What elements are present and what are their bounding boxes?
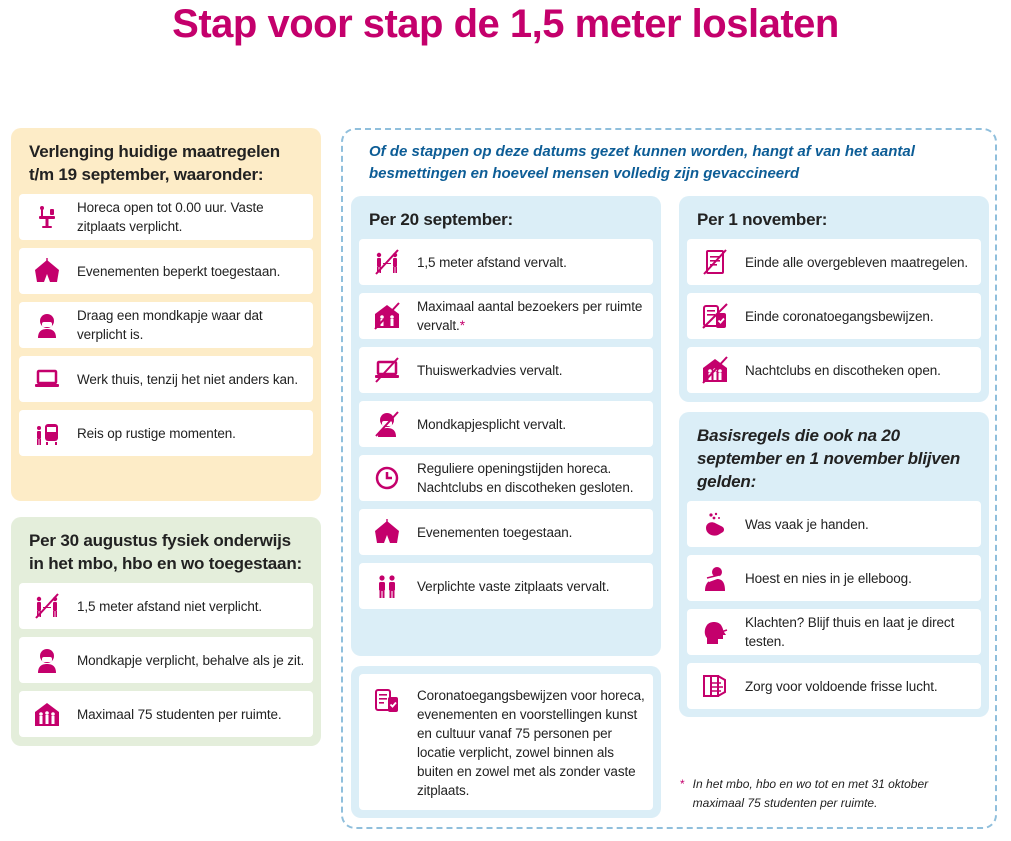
circus-tent-icon [373,518,401,546]
current-measures-heading: Verlenging huidige maatregelen t/m 19 september, waaronder: [29,142,280,184]
nov1-heading: Per 1 november: [697,210,828,229]
item-text: Einde alle overgebleven maatregelen. [745,254,969,270]
item-text: 1,5 meter afstand niet verplicht. [77,598,263,614]
list-item [687,293,981,339]
window-air-icon [701,672,729,700]
item-text: Nachtclubs en discotheken open. [745,362,941,378]
footnote-asterisk: * [680,777,685,791]
group-building-icon [33,700,61,728]
nightclub-crossed-icon [701,356,729,384]
list-item [687,347,981,393]
item-text: Verplichte vaste zitplaats vervalt. [417,578,610,594]
basic-rules-heading: Basisregels die ook na 20 september en 1 november blijven gelden: [697,426,961,491]
sept20-heading: Per 20 september: [369,210,514,229]
item-text: Evenementen beperkt toegestaan. [77,263,281,279]
list-item [19,356,313,402]
list-item [359,239,653,285]
list-item [19,302,313,348]
item-text: Maximaal 75 studenten per ruimte. [77,706,282,722]
restaurant-table-icon [33,203,61,231]
list-item [687,555,981,601]
intro-text: Of de stappen op deze datums gezet kunnen worden, hangt af van het aantal besmettingen en hoeveel mensen volledig zijn gevaccineerd [369,143,915,182]
basic-rules-panel [679,412,989,717]
list-item [19,194,313,240]
page-title: Stap voor stap de 1,5 meter loslaten [172,2,839,46]
face-mask-crossed-icon [373,410,401,438]
item-text: Horeca open tot 0.00 uur. Vaste zitplaats verplicht. [77,200,264,234]
wash-hands-icon [701,510,729,538]
certificate-crossed-icon [701,302,729,330]
list-item [359,347,653,393]
item-text: Klachten? Blijf thuis en laat je direct testen. [745,615,955,649]
clock-icon [373,464,401,492]
list-item [19,583,313,629]
education-panel [11,517,321,746]
list-item [359,401,653,447]
list-item [359,674,653,810]
footnote-text: In het mbo, hbo en wo tot en met 31 oktober maximaal 75 studenten per ruimte. [692,777,929,810]
list-item [359,563,653,609]
item-text: Thuiswerkadvies vervalt. [417,362,563,378]
asterisk: * [459,318,465,333]
phone-certificate-icon [373,686,401,714]
visitors-crossed-icon [373,302,401,330]
list-item [19,410,313,456]
list-item [19,691,313,737]
item-text: Zorg voor voldoende frisse lucht. [745,678,938,694]
train-traveler-icon [33,419,61,447]
sept20-panel [351,196,661,656]
document-crossed-icon [701,248,729,276]
item-text: Mondkapjesplicht vervalt. [417,416,567,432]
circus-tent-icon [33,257,61,285]
item-text: Was vaak je handen. [745,516,869,532]
footnote [680,775,980,813]
education-heading: Per 30 augustus fysiek onderwijs in het mbo, hbo en wo toegestaan: [29,531,302,573]
item-text: Draag een mondkapje waar dat verplicht is. [77,308,263,342]
list-item [687,663,981,709]
current-measures-panel [11,128,321,501]
item-text: Reis op rustige momenten. [77,425,236,441]
list-item [359,293,653,339]
list-item [19,248,313,294]
item-text: Coronatoegangsbewijzen voor horeca, evenementen en voorstellingen kunst en cultuur vanaf 75 personen per locatie verplicht, zowel binnen als buiten en zowel met als zonder vaste zitplaats. [417,688,645,798]
list-item [687,609,981,655]
item-text: Reguliere openingstijden horeca. Nachtclubs en discotheken gesloten. [417,461,634,495]
list-item [359,455,653,501]
item-text: Werk thuis, tenzij het niet anders kan. [77,371,298,387]
item-text: Evenementen toegestaan. [417,524,573,540]
list-item [19,637,313,683]
distance-crossed-icon [373,248,401,276]
list-item [687,501,981,547]
nov1-panel [679,196,989,402]
list-item [687,239,981,285]
face-mask-icon [33,646,61,674]
head-test-icon [701,618,729,646]
cough-elbow-icon [701,564,729,592]
two-people-icon [373,572,401,600]
laptop-icon [33,365,61,393]
certificate-panel [351,666,661,818]
laptop-crossed-icon [373,356,401,384]
item-text: Einde coronatoegangsbewijzen. [745,308,934,324]
item-text: Mondkapje verplicht, behalve als je zit. [77,652,305,668]
list-item [359,509,653,555]
face-mask-icon [33,311,61,339]
distance-crossed-icon [33,592,61,620]
item-text: Hoest en nies in je elleboog. [745,570,912,586]
item-text: 1,5 meter afstand vervalt. [417,254,567,270]
item-text: Maximaal aantal bezoekers per ruimte vervalt.* [417,299,643,333]
